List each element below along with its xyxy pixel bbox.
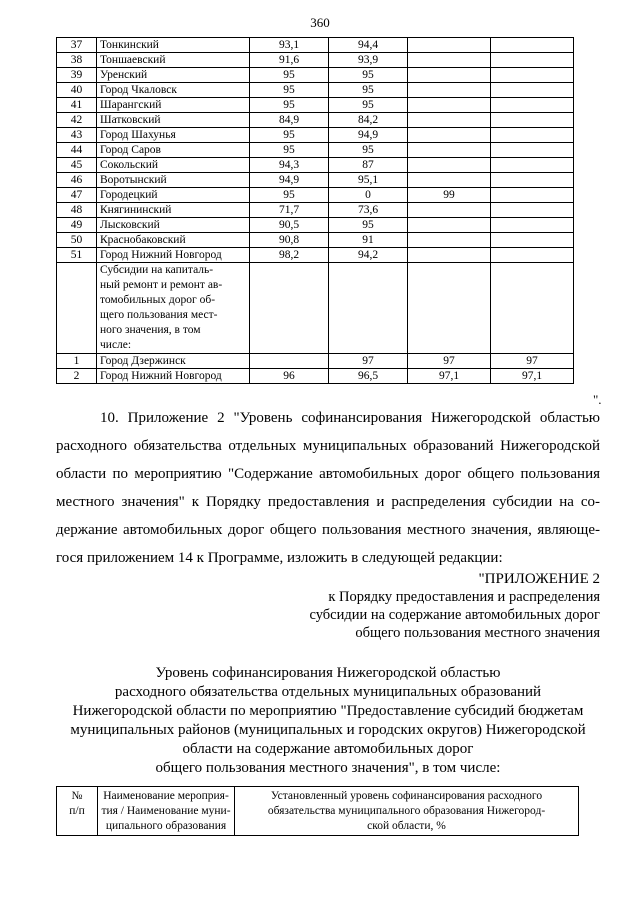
cell-v2: 95 [329,218,408,233]
cell-v3: 97,1 [408,369,491,384]
cell-num: 38 [57,53,97,68]
header-level: Установленный уровень софинансирования расходного обязательства муниципального образования Нижегород- ской области, % [235,787,579,836]
cell-v3 [408,158,491,173]
paragraph-line: держание автомобильных дорог общего пользования местного значения, являюще- [56,522,600,538]
cell-v4: 97,1 [491,369,574,384]
cell-v1: 95 [250,128,329,143]
appendix-line: общего пользования местного значения [355,625,600,641]
cofinancing-table-header [56,786,579,836]
cell-v3 [408,83,491,98]
table-row [57,188,574,203]
cell-num: 50 [57,233,97,248]
cell-v4 [491,233,574,248]
cell-v1: 95 [250,98,329,113]
cell-v3 [408,233,491,248]
cell-v4 [491,68,574,83]
header-name: Наименование мероприя- тия / Наименование муни- ципального образования [98,787,235,836]
cell-num: 39 [57,68,97,83]
amendment-paragraph [56,404,600,572]
table-row [57,233,574,248]
cell-v4 [491,188,574,203]
document-heading [56,664,600,778]
table-row [57,128,574,143]
paragraph-line: местного значения" к Порядку предоставления и распределения субсидии на со- [56,494,600,510]
cell-num: 37 [57,38,97,53]
paragraph-line: гося приложением 14 к Программе, изложить в следующей редакции: [56,550,503,566]
cell-name: Городецкий [97,188,250,203]
cell-v3 [408,128,491,143]
cell-v3 [408,38,491,53]
table-row [57,38,574,53]
cell-v1: 93,1 [250,38,329,53]
cell-name: Лысковский [97,218,250,233]
cell-v2: 95 [329,83,408,98]
cell-v4 [491,38,574,53]
cell-name: Тонкинский [97,38,250,53]
cofinancing-table-continued [56,37,574,384]
cell-v4 [491,173,574,188]
cell-v4 [491,263,574,354]
cell-name: Город Нижний Новгород [97,369,250,384]
cell-num: 40 [57,83,97,98]
table-row [57,369,574,384]
table-row [57,248,574,263]
cell-num: 46 [57,173,97,188]
table-row [57,354,574,369]
appendix-line: к Порядку предоставления и распределения [328,589,600,605]
cell-v4 [491,203,574,218]
cell-v4 [491,98,574,113]
cell-v4 [491,113,574,128]
cell-num: 49 [57,218,97,233]
cell-v4 [491,218,574,233]
cell-v1: 95 [250,68,329,83]
cell-num [57,263,97,354]
cell-v1: 98,2 [250,248,329,263]
table-row [57,113,574,128]
cell-v1: 94,3 [250,158,329,173]
cell-v1: 95 [250,188,329,203]
cell-v1: 95 [250,143,329,158]
cell-num: 45 [57,158,97,173]
cell-v4 [491,83,574,98]
cell-num: 47 [57,188,97,203]
cell-name: Субсидии на капиталь- ный ремонт и ремонт ав- томобильных дорог об- щего пользования мест- ного значения, в том числе: [97,263,250,354]
cell-v2: 95 [329,68,408,83]
cell-name: Тоншаевский [97,53,250,68]
cell-name: Княгининский [97,203,250,218]
cell-v2: 95 [329,143,408,158]
cell-name: Город Нижний Новгород [97,248,250,263]
cell-v2: 94,9 [329,128,408,143]
cell-v4 [491,53,574,68]
cell-v2: 97 [329,354,408,369]
table-row [57,173,574,188]
paragraph-line: 10. Приложение 2 "Уровень софинансирования Нижегородской областью [100,410,600,426]
cell-num: 41 [57,98,97,113]
cell-v3 [408,53,491,68]
cell-v3 [408,263,491,354]
cell-v3: 97 [408,354,491,369]
cell-v2: 94,2 [329,248,408,263]
cell-v1 [250,263,329,354]
heading-line: Уровень софинансирования Нижегородской областью [155,665,501,681]
table-row [57,68,574,83]
appendix-title: "ПРИЛОЖЕНИЕ 2 [478,571,600,587]
cell-v3 [408,68,491,83]
table-row [57,158,574,173]
cell-v2: 91 [329,233,408,248]
cell-name: Шарангский [97,98,250,113]
paragraph-line: расходного обязательства отдельных муниципальных образований Нижегородской [56,438,600,454]
cell-name: Сокольский [97,158,250,173]
cell-num: 1 [57,354,97,369]
cell-v1: 95 [250,83,329,98]
cell-name: Город Саров [97,143,250,158]
cell-name: Краснобаковский [97,233,250,248]
cell-v1: 91,6 [250,53,329,68]
cell-v2: 0 [329,188,408,203]
cell-v3: 99 [408,188,491,203]
cell-v3 [408,248,491,263]
cell-num: 43 [57,128,97,143]
heading-line: области на содержание автомобильных дорог [182,741,474,757]
cell-num: 48 [57,203,97,218]
cell-v2: 87 [329,158,408,173]
header-number: № п/п [57,787,98,836]
cell-v1: 90,8 [250,233,329,248]
cell-num: 44 [57,143,97,158]
cell-name: Уренский [97,68,250,83]
heading-line: муниципальных районов (муниципальных и городских округов) Нижегородской [70,722,586,738]
cell-v2: 95 [329,98,408,113]
cell-v3 [408,113,491,128]
cell-v2: 93,9 [329,53,408,68]
table-row [57,143,574,158]
cell-v1 [250,354,329,369]
cell-v4 [491,143,574,158]
cell-v3 [408,173,491,188]
page-number: 360 [310,15,330,30]
cell-v3 [408,218,491,233]
cell-v3 [408,143,491,158]
table-row [57,263,574,354]
cell-v1: 94,9 [250,173,329,188]
table-row [57,98,574,113]
cell-v3 [408,98,491,113]
cell-v1: 71,7 [250,203,329,218]
cell-v2: 73,6 [329,203,408,218]
heading-line: Нижегородской области по мероприятию "Предоставление субсидий бюджетам [72,703,584,719]
cell-num: 2 [57,369,97,384]
cell-num: 42 [57,113,97,128]
paragraph-line: области по мероприятию "Содержание автомобильных дорог общего пользования [56,466,600,482]
cell-v4 [491,128,574,143]
cell-v2: 96,5 [329,369,408,384]
heading-line: расходного обязательства отдельных муниципальных образований [114,684,542,700]
cell-v2 [329,263,408,354]
cell-name: Город Шахунья [97,128,250,143]
cell-name: Город Дзержинск [97,354,250,369]
cell-name: Город Чкаловск [97,83,250,98]
cell-v4 [491,158,574,173]
cell-v4 [491,248,574,263]
table-row [57,83,574,98]
cell-v2: 95,1 [329,173,408,188]
cell-v1: 90,5 [250,218,329,233]
table-closing-mark: ". [593,392,602,407]
cell-v1: 96 [250,369,329,384]
cell-name: Шатковский [97,113,250,128]
cell-v4: 97 [491,354,574,369]
heading-line: общего пользования местного значения", в том числе: [155,760,501,776]
cell-name: Воротынский [97,173,250,188]
table-row [57,203,574,218]
cell-v3 [408,203,491,218]
table-row [57,218,574,233]
cell-num: 51 [57,248,97,263]
cell-v2: 94,4 [329,38,408,53]
table-row [57,53,574,68]
table-header-row [57,787,579,836]
appendix-reference [310,570,601,642]
appendix-line: субсидии на содержание автомобильных дорог [309,607,600,623]
cell-v2: 84,2 [329,113,408,128]
cell-v1: 84,9 [250,113,329,128]
